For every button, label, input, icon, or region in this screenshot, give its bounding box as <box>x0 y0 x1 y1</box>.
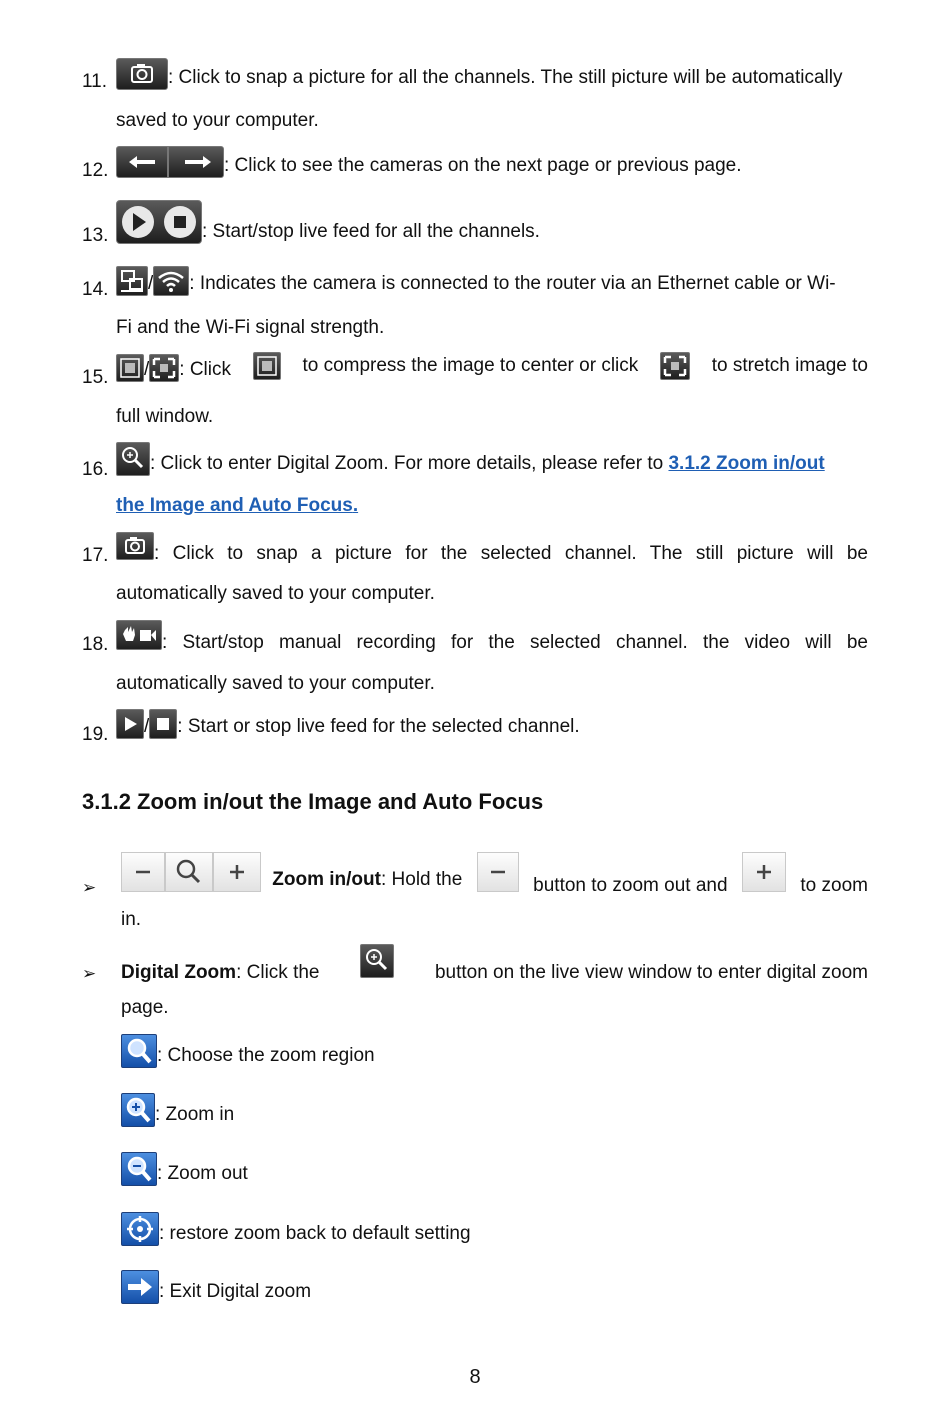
section-link[interactable]: 3.1.2 Zoom in/out <box>668 453 825 474</box>
separator: / <box>148 273 154 294</box>
bullet-arrow-icon: ➢ <box>82 878 97 897</box>
prev-page-icon <box>116 146 168 178</box>
item-text-cont: saved to your computer. <box>116 110 319 131</box>
separator: / <box>144 716 150 737</box>
bullet-text: button to zoom out and <box>533 875 728 896</box>
compress-center-icon <box>116 354 144 382</box>
stop-icon <box>149 709 177 739</box>
tool-item <box>121 1152 950 1186</box>
bullet-text: to zoom <box>800 875 868 896</box>
ethernet-icon <box>116 266 148 296</box>
item-text: : Click to snap a picture for the selected channel. The still picture will be <box>154 543 868 564</box>
item-text: : Click to enter Digital Zoom. For more details, please refer to <box>150 453 669 474</box>
item-number: 12. <box>82 160 109 181</box>
item-number: 16. <box>82 459 109 480</box>
wifi-signal-icon <box>153 266 189 296</box>
item-text: to compress the image to center or click <box>302 355 639 376</box>
link-period: . <box>352 495 359 516</box>
zoom-minus-icon <box>121 852 165 892</box>
item-text-cont: automatically saved to your computer. <box>116 583 435 604</box>
zoom-magnifier-icon <box>165 852 213 892</box>
tool-item <box>121 1270 950 1304</box>
camera-snapshot-icon <box>116 532 154 560</box>
item-number: 18. <box>82 634 109 655</box>
bullet-text: : Click the <box>236 962 320 983</box>
bullet-text-cont: page. <box>121 997 169 1018</box>
compress-center-icon <box>253 352 281 380</box>
tool-item <box>121 1093 950 1127</box>
item-number: 14. <box>82 279 109 300</box>
bullet-arrow-icon: ➢ <box>82 964 97 983</box>
item-text: to stretch image to <box>711 355 868 376</box>
bullet-label: Digital Zoom <box>121 962 237 983</box>
item-number: 17. <box>82 545 109 566</box>
item-number: 15. <box>82 367 109 388</box>
bullet-text: : Hold the <box>380 869 463 890</box>
camera-snapshot-icon <box>116 58 168 90</box>
zoom-plus-icon <box>213 852 261 892</box>
tool-item <box>121 1212 950 1246</box>
stretch-full-icon <box>149 354 179 382</box>
zoom-in-icon <box>121 1093 155 1127</box>
play-stop-all-icon <box>116 200 202 244</box>
digital-zoom-icon <box>360 944 394 978</box>
bullet-label: Zoom in/out <box>272 869 381 890</box>
item-text: : Start or stop live feed for the selected channel. <box>177 716 580 737</box>
tool-label: : restore zoom back to default setting <box>159 1223 471 1244</box>
item-number: 13. <box>82 225 109 246</box>
tool-label: : Zoom out <box>157 1163 248 1184</box>
section-heading: 3.1.2 Zoom in/out the Image and Auto Focus <box>82 789 544 814</box>
item-text: : Click <box>179 359 232 380</box>
item-number: 11. <box>82 71 108 92</box>
item-text-cont: Fi and the Wi-Fi signal strength. <box>116 317 385 338</box>
zoom-minus-icon <box>477 852 519 892</box>
item-number: 19. <box>82 724 109 745</box>
next-page-icon <box>168 146 224 178</box>
manual-record-icon <box>116 620 162 650</box>
bullet-text: button on the live view window to enter digital zoom <box>434 962 868 983</box>
item-text-cont: automatically saved to your computer. <box>116 673 435 694</box>
restore-zoom-icon <box>121 1212 159 1246</box>
zoom-region-icon <box>121 1034 157 1068</box>
digital-zoom-icon <box>116 442 150 476</box>
item-text: : Start/stop manual recording for the selected channel. the video will be <box>162 632 868 653</box>
section-link-cont[interactable]: the Image and Auto Focus <box>116 495 353 516</box>
page-number: 8 <box>469 1366 481 1388</box>
tool-item <box>121 1034 950 1068</box>
play-icon <box>116 709 144 739</box>
tool-label: : Choose the zoom region <box>157 1045 375 1066</box>
item-text: : Start/stop live feed for all the channels. <box>202 221 540 242</box>
item-text-cont: full window. <box>116 406 214 427</box>
exit-zoom-icon <box>121 1270 159 1304</box>
zoom-plus-icon <box>742 852 786 892</box>
tool-label: : Exit Digital zoom <box>159 1281 312 1302</box>
item-text: : Indicates the camera is connected to the router via an Ethernet cable or Wi- <box>189 273 836 294</box>
tool-label: : Zoom in <box>155 1104 235 1125</box>
item-text: : Click to see the cameras on the next page or previous page. <box>224 155 742 176</box>
bullet-text-cont: in. <box>121 909 142 930</box>
zoom-out-icon <box>121 1152 157 1186</box>
item-text: : Click to snap a picture for all the channels. The still picture will be automatically <box>168 67 843 88</box>
stretch-full-icon <box>660 352 690 380</box>
separator: / <box>144 359 150 380</box>
